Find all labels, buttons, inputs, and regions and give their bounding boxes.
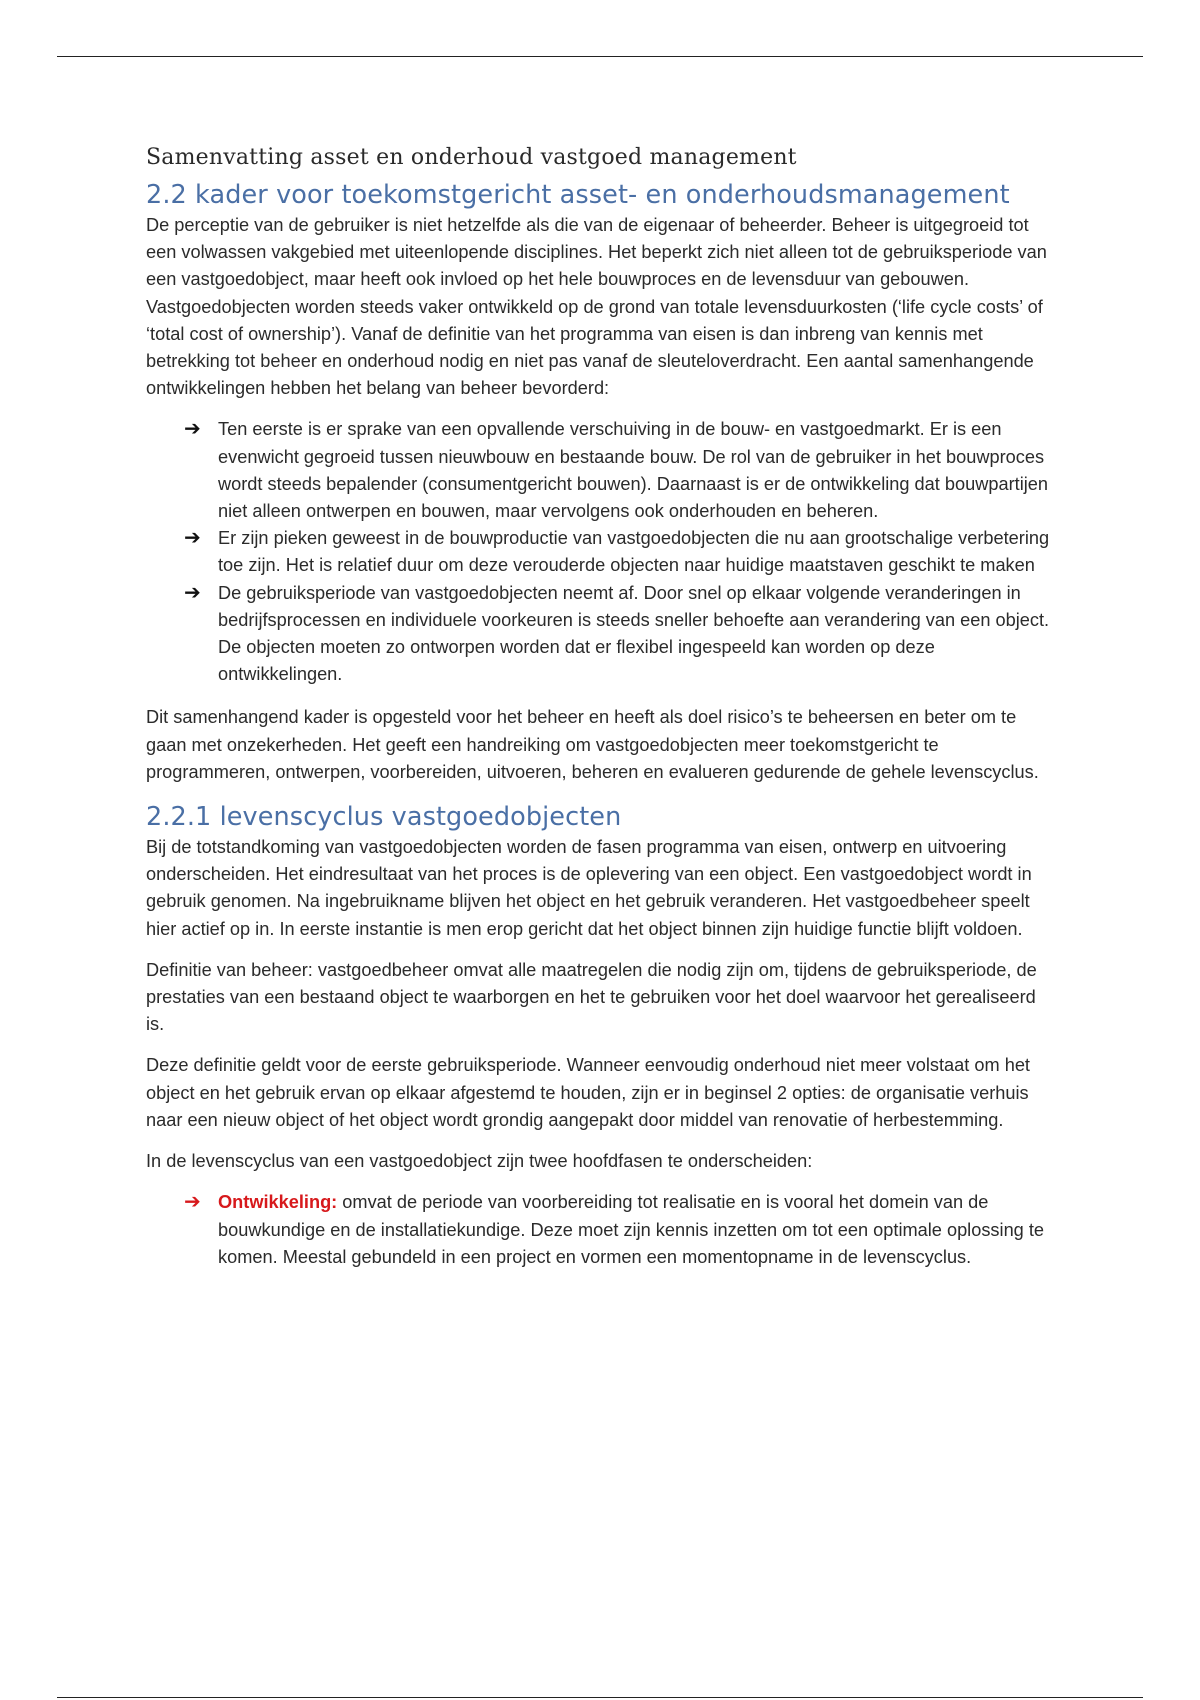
framework-paragraph: Dit samenhangend kader is opgesteld voor het beheer en heeft als doel risico’s te beheersen en beter om te gaan met onzekerheden. Het geeft een handreiking om vastgoedobjecten meer toekomstgericht te programmeren, ontwerpen, voorbereiden, uitvoeren, beheren en evalueren gedurende de gehele levenscyclus.	[146, 707, 1039, 782]
page-content	[146, 140, 1056, 1287]
list-item	[146, 1189, 1056, 1271]
lifecycle-paragraph: Bij de totstandkoming van vastgoedobjecten worden de fasen programma van eisen, ontwerp en uitvoering onderscheiden. Het eindresultaat van het proces is de oplevering van een object. Een vastgoedobject wordt in gebruik genomen. Na ingebruikname blijven het object en het gebruik veranderen. Het vastgoedbeheer speelt hier actief op in. In eerste instantie is men erop gericht dat het object binnen zijn huidige functie blijft voldoen.	[146, 837, 1032, 939]
list-item	[146, 525, 1056, 579]
arrow-right-icon: ➔	[184, 527, 201, 550]
document-title: Samenvatting asset en onderhoud vastgoed management	[146, 145, 797, 170]
list-item	[146, 580, 1056, 689]
phase-description: omvat de periode van voorbereiding tot realisatie en is vooral het domein van de bouwkundige en de installatiekundige. Deze moet zijn kennis inzetten om tot een optimale oplossing te komen. Meestal gebundeld in een project en vormen een momentopname in de levenscyclus.	[218, 1192, 1045, 1267]
first-use-period-paragraph: Deze definitie geldt voor de eerste gebruiksperiode. Wanneer eenvoudig onderhoud niet meer volstaat om het object en het gebruik ervan op elkaar afgestemd te houden, zijn er in beginsel 2 opties: de organisatie verhuis naar een nieuw object of het object wordt grondig aangepakt door middel van renovatie of herbestemming.	[146, 1055, 1030, 1130]
list-item-text: Ten eerste is er sprake van een opvallende verschuiving in de bouw- en vastgoedmarkt. Er is een evenwicht gegroeid tussen nieuwbouw en bestaande bouw. De rol van de gebruiker in het bouwproces wordt steeds bepalender (consumentgericht bouwen). Daarnaast is er de ontwikkeling dat bouwpartijen niet alleen ontwerpen en bouwen, maar vervolgens ook onderhouden en beheren.	[218, 419, 1049, 522]
header-rule	[57, 56, 1143, 57]
arrow-right-icon: ➔	[184, 1191, 201, 1214]
phase-term: Ontwikkeling:	[218, 1192, 338, 1213]
list-item	[146, 416, 1056, 525]
footer-rule	[57, 1697, 1143, 1698]
development-bullet-list	[146, 416, 1056, 688]
section-intro-paragraph: De perceptie van de gebruiker is niet hetzelfde als die van de eigenaar of beheerder. Beheer is uitgegroeid tot een volwassen vakgebied met uiteenlopende disciplines. Het beperkt zich niet alleen tot de gebruiksperiode van een vastgoedobject, maar heeft ook invloed op het hele bouwproces en de levensduur van gebouwen. Vastgoedobjecten worden steeds vaker ontwikkeld op de grond van totale levensduurkosten (‘life cycle costs’ of ‘total cost of ownership’). Vanaf de definitie van het programma van eisen is dan inbreng van kennis met betrekking tot beheer en onderhoud nodig en niet pas vanaf de sleuteloverdracht. Een aantal samenhangende ontwikkelingen hebben het belang van beheer bevorderd:	[146, 215, 1047, 399]
phases-bullet-list	[146, 1189, 1056, 1271]
list-item-text: Er zijn pieken geweest in de bouwproductie van vastgoedobjecten die nu aan grootschalige verbetering toe zijn. Het is relatief duur om deze verouderde objecten naar huidige maatstaven geschikt te maken	[218, 528, 1050, 576]
definition-paragraph: Definitie van beheer: vastgoedbeheer omvat alle maatregelen die nodig zijn om, tijdens de gebruiksperiode, de prestaties van een bestaand object te waarborgen en het te gebruiken voor het doel waarvoor het gerealiseerd is.	[146, 959, 1037, 1035]
main-phases-paragraph: In de levenscyclus van een vastgoedobject zijn twee hoofdfasen te onderscheiden:	[146, 1151, 813, 1172]
arrow-right-icon: ➔	[184, 581, 201, 604]
list-item-text: De gebruiksperiode van vastgoedobjecten neemt af. Door snel op elkaar volgende veranderingen in bedrijfsprocessen en individuele voorkeuren is steeds sneller behoefte aan verandering van een object. De objecten moeten zo ontworpen worden dat er flexibel ingespeeld kan worden op deze ontwikkelingen.	[218, 582, 1050, 685]
section-heading-2-2-1: 2.2.1 levenscyclus vastgoedobjecten	[146, 802, 622, 833]
arrow-right-icon: ➔	[184, 418, 201, 441]
section-heading-2-2: 2.2 kader voor toekomstgericht asset- en onderhoudsmanagement	[146, 180, 1010, 210]
